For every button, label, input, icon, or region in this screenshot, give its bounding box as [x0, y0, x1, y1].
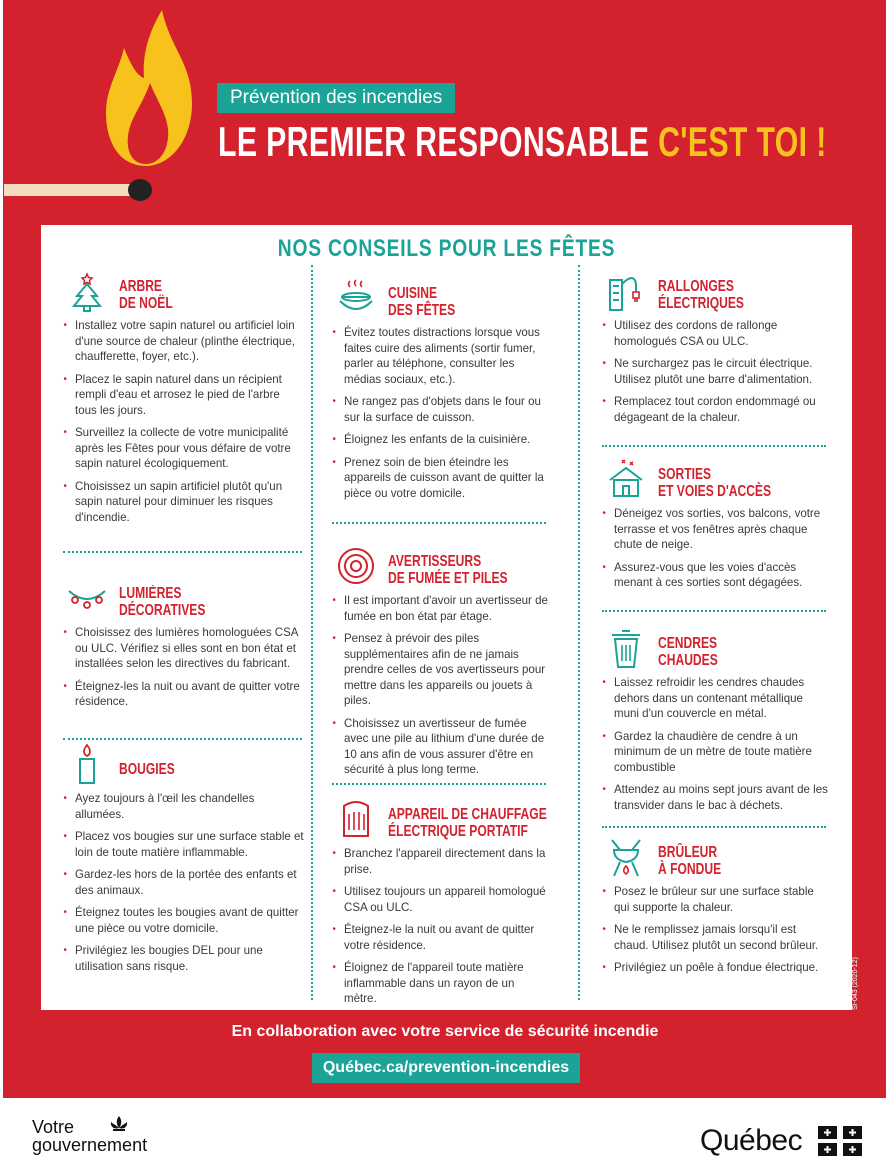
- section-title-line1: BOUGIES: [119, 761, 175, 778]
- list-item: • Installez votre sapin naturel ou artificiel loin d'une source de chaleur (plinthe électrique, chaufferette, foyer, etc.).: [75, 318, 304, 365]
- quebec-wordmark: Québec: [700, 1124, 803, 1157]
- flame-icon: [100, 8, 200, 168]
- headline: [218, 118, 827, 166]
- list-item: • Utilisez toujours un appareil homologué CSA ou ULC.: [344, 884, 549, 915]
- section-title-line1: BRÛLEUR: [658, 844, 718, 861]
- section-rallonges: [598, 270, 838, 432]
- list-item: • Utilisez des cordons de rallonge homologués CSA ou ULC.: [614, 318, 829, 349]
- headline-part1: LE PREMIER RESPONSABLE: [218, 118, 650, 165]
- list-item: • Placez vos bougies sur une surface stable et loin de toute matière inflammable.: [75, 829, 304, 860]
- section-divider: [602, 610, 826, 612]
- list-item: • Ne surchargez pas le circuit électrique. Utilisez plutôt une barre d'alimentation.: [614, 356, 829, 387]
- section-title-line1: CENDRES: [658, 635, 718, 652]
- section-title-line2: ÉLECTRIQUES: [658, 295, 744, 312]
- advice-panel: [41, 225, 852, 1010]
- section-divider: [602, 445, 826, 447]
- list-item: • Pensez à prévoir des piles supplémentaires afin de ne jamais prendre celles de vos avertisseurs pour mettre dans les appareils ou jouets à piles.: [344, 631, 549, 709]
- section-title-line1: ARBRE: [119, 278, 162, 295]
- portable-heater-icon: [336, 798, 376, 840]
- smoke-detector-icon: [336, 545, 376, 587]
- gov-line2: gouvernement: [32, 1135, 148, 1155]
- list-item: • Évitez toutes distractions lorsque vous faites cuire des aliments (sortir fumer, parler au téléphone, consulter les médias sociaux, etc.).: [344, 325, 549, 387]
- list-item: • Éteignez toutes les bougies avant de quitter une pièce ou votre domicile.: [75, 905, 304, 936]
- list-item: • Gardez la chaudière de cendre à un minimum de un mètre de toute matière combustible: [614, 729, 829, 776]
- list-item: • Branchez l'appareil directement dans la prise.: [344, 846, 549, 877]
- section-title-line2: CHAUDES: [658, 652, 718, 669]
- list-item: • Privilégiez les bougies DEL pour une utilisation sans risque.: [75, 943, 304, 974]
- list-item: • Éloignez les enfants de la cuisinière.: [344, 432, 549, 448]
- section-title-line1: LUMIÈRES: [119, 585, 182, 602]
- section-title-line2: DES FÊTES: [388, 302, 456, 319]
- section-title-line2: DÉCORATIVES: [119, 602, 206, 619]
- list-item: • Assurez-vous que les voies d'accès menant à ces sorties sont dégagées.: [614, 560, 829, 591]
- list-item: • Ne rangez pas d'objets dans le four ou sur la surface de cuisson.: [344, 394, 549, 425]
- list-item: • Ne le remplissez jamais lorsqu'il est chaud. Utilisez plutôt un second brûleur.: [614, 922, 829, 953]
- list-item: • Choisissez un avertisseur de fumée avec une pile au lithium d'une durée de 10 ans afin de vous assurer d'être en sécurité à plus long terme.: [344, 716, 549, 778]
- gov-line1: Votre: [32, 1117, 75, 1137]
- list-item: • Éloignez de l'appareil toute matière inflammable dans un rayon de un mètre.: [344, 960, 549, 1007]
- document-code: SI-043 (2020-12): [852, 957, 859, 1010]
- list-item: • Posez le brûleur sur une surface stable qui supporte la chaleur.: [614, 884, 829, 915]
- section-title-line2: ÉLECTRIQUE PORTATIF: [388, 823, 528, 840]
- list-item: • Choisissez des lumières homologuées CSA ou ULC. Vérifiez si elles sont en bon état et installées selon les directives du fabricant.: [75, 625, 304, 672]
- section-chauffage: [328, 798, 558, 1014]
- section-divider: [332, 522, 546, 524]
- collaboration-text: En collaboration avec votre service de sécurité incendie: [231, 1023, 659, 1040]
- section-divider: [63, 738, 302, 740]
- section-title-line2: ET VOIES D'ACCÈS: [658, 483, 772, 500]
- section-title-line1: CUISINE: [388, 285, 438, 302]
- list-item: • Choisissez un sapin artificiel plutôt qu'un sapin naturel pour diminuer les risques d'incendie.: [75, 479, 304, 526]
- section-divider: [602, 826, 826, 828]
- section-cuisine: [328, 277, 558, 508]
- section-bruleur: [598, 836, 838, 983]
- section-sorties: [598, 458, 838, 598]
- fleur-de-lis-icon: [107, 1114, 131, 1138]
- section-avertisseurs: [328, 545, 558, 785]
- section-lumieres: [59, 577, 314, 717]
- list-item: • Laissez refroidir les cendres chaudes dehors dans un contenant métallique muni d'un couvercle en métal.: [614, 675, 829, 722]
- list-item: • Éteignez-le la nuit ou avant de quitter votre résidence.: [344, 922, 549, 953]
- list-item: • Gardez-les hors de la portée des enfants et des animaux.: [75, 867, 304, 898]
- power-strip-icon: [606, 270, 646, 312]
- section-title-line1: APPAREIL DE CHAUFFAGE: [388, 806, 547, 823]
- section-divider: [63, 551, 302, 553]
- candle-icon: [67, 743, 107, 785]
- section-bougies: [59, 743, 314, 981]
- cooking-pot-icon: [336, 277, 376, 319]
- list-item: • Attendez au moins sept jours avant de les transvider dans le bac à déchets.: [614, 782, 829, 813]
- fondue-burner-icon: [606, 836, 646, 878]
- list-item: • Éteignez-les la nuit ou avant de quitter votre résidence.: [75, 679, 304, 710]
- kicker-label: Prévention des incendies: [217, 83, 455, 113]
- list-item: • Ayez toujours à l'œil les chandelles allumées.: [75, 791, 304, 822]
- section-title-line2: À FONDUE: [658, 861, 722, 878]
- list-item: • Déneigez vos sorties, vos balcons, votre terrasse et vos fenêtres après chaque chute de neige.: [614, 506, 829, 553]
- votre-gouvernement-logo: [32, 1118, 147, 1154]
- matchstick-icon: [4, 178, 152, 202]
- section-arbre: [59, 270, 314, 532]
- website-link[interactable]: Québec.ca/prevention-incendies: [312, 1053, 580, 1083]
- panel-title: NOS CONSEILS POUR LES FÊTES: [277, 235, 616, 262]
- christmas-tree-icon: [67, 270, 107, 312]
- column-divider: [578, 265, 580, 1000]
- string-lights-icon: [67, 577, 107, 619]
- list-item: • Placez le sapin naturel dans un récipient rempli d'eau et arrosez le pied de l'arbre tous les jours.: [75, 372, 304, 419]
- section-divider: [332, 783, 546, 785]
- list-item: • Il est important d'avoir un avertisseur de fumée en bon état par étage.: [344, 593, 549, 624]
- section-title-line1: RALLONGES: [658, 278, 734, 295]
- section-cendres: [598, 627, 838, 820]
- list-item: • Surveillez la collecte de votre municipalité après les Fêtes pour vous défaire de votre sapin naturel écologiquement.: [75, 425, 304, 472]
- ash-bucket-icon: [606, 627, 646, 669]
- headline-part2: C'EST TOI !: [658, 118, 827, 165]
- list-item: • Remplacez tout cordon endommagé ou dégageant de la chaleur.: [614, 394, 829, 425]
- list-item: • Privilégiez un poêle à fondue électrique.: [614, 960, 829, 976]
- section-title-line2: DE FUMÉE ET PILES: [388, 570, 508, 587]
- section-title-line1: SORTIES: [658, 466, 712, 483]
- section-title-line2: DE NOËL: [119, 295, 173, 312]
- list-item: • Prenez soin de bien éteindre les appareils de cuisson avant de quitter la pièce ou votre domicile.: [344, 455, 549, 502]
- quebec-flag-icon: [818, 1126, 862, 1156]
- section-title-line1: AVERTISSEURS: [388, 553, 482, 570]
- house-snow-icon: [606, 458, 646, 500]
